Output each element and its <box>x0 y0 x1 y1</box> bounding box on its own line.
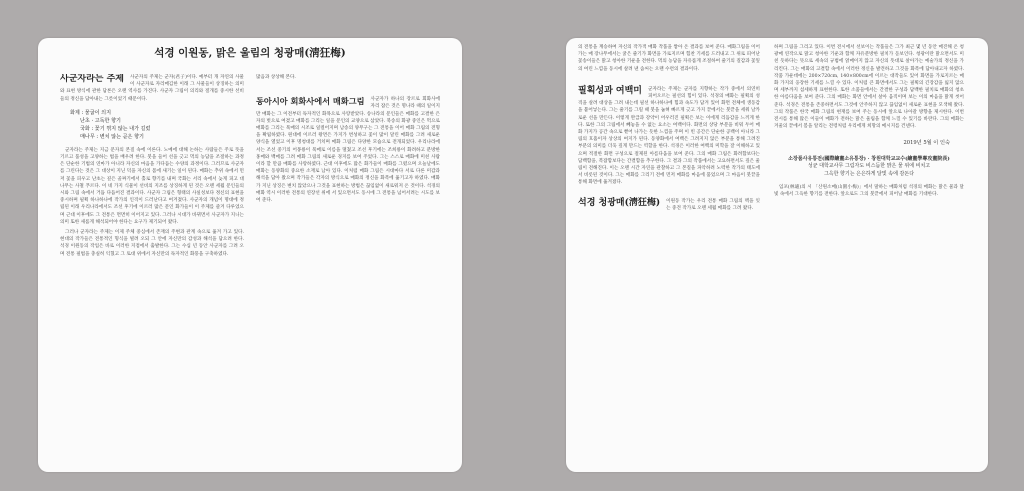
section1-body-2: 그러나 군자라는 주제는 이제 주체 중심에서 존재의 주변과 관계 속으로 옮겨 가고 있다. 현대의 작가들은 전통적인 형식을 빌려 오되 그 안에 자신만의 감성과 해석을 담으려 한다. 석경 이원동의 작업은 바로 이러한 지점에서 출발한다. 그는 수십 년 동안 사군자를 그려 오며 전통 필법을 충실히 익혔고 그 토대 위에서 자신만의 독자적인 화풍을 구축하였다. <box>60 230 244 257</box>
section1-body: 군자라는 주제는 지금 문자의 본질 속에 이른다. 노예에 대해 논하는 사람들은 주로 뜻을 기르고 품성을 고양하는 법을 배우려 한다. 붓을 들어 선을 긋고 먹의 농담을 조절하는 과정은 단순한 기법의 연마가 아니라 자신의 마음을 가다듬는 수양의 과정이다. 그러므로 사군자를 그린다는 것은 그 대상이 지닌 덕을 자신의 몸에 새기는 일이 된다. 매화는 추위 속에서 먼저 꽃을 피우고 난초는 깊은 골짜기에서 홀로 향기를 내며 국화는 서리 속에서 늦게 피고 대나무는 사철 푸르다. 이 네 가지 식물이 선비의 지조를 상징하게 된 것은 오랜 세월 문인들의 시와 그림 속에서 거듭 다듬어진 결과이다. 사군자 그림은 형태의 사실성보다 정신의 표현을 중시하며 필획 하나하나에 작가의 인격이 드러난다고 여겨졌다. 사군자의 개념이 명대에 정립된 이래 우리나라에서도 조선 후기에 이르러 많은 문인 화가들이 이 주제를 즐겨 다루었으며 근대 이후에도 그 전통은 면면히 이어지고 있다. 그러나 시대가 바뀌면서 사군자가 지니는 의미 또한 새롭게 해석되어야 한다는 요구가 제기되어 왔다. <box>60 147 244 225</box>
left-page <box>38 38 462 472</box>
right-column-2 <box>774 44 964 464</box>
section4-body: 이원동 작가는 우리 전통 매화 그림의 맥을 잇는 중견 작가로 오랜 세월 매화를 그려 왔다. <box>666 198 760 211</box>
section-heading-subject: 사군자라는 주제 <box>60 74 124 84</box>
left-column-2 <box>256 74 440 464</box>
poem-label: 화제 : 물굽이 의지 <box>70 109 112 116</box>
poem-line: 국화 : 꽃기 꺾지 않는 내가 길렀 <box>80 125 151 132</box>
section1-intro: 사군자의 주제는 군자(君子)이다. 예부터 개 자연의 사물이 사군자로 자리매김한 이래 그 사물들이 상징하는 의미와 표현 방식에 관한 담론은 오랜 역사를 가진다. 사군자 그림이 의리와 절개를 중시한 선비들의 정신을 담아내는 그릇이었기 때문이다. <box>60 75 244 102</box>
right-page <box>566 38 988 472</box>
author-block <box>774 156 964 179</box>
section1-continuation: 많음과 상상해 본다. <box>256 75 296 80</box>
col2-body: 하며 그림을 그리고 있다. 이번 전시에서 선보이는 작품들은 그가 최근 몇 년 동안 매진해 온 청광매 연작으로 맑고 청아한 기운과 함께 자유분방한 필치가 돋보인다. 청광이란 맑으면서도 미친 듯하다는 뜻으로 세속의 규범에 얽매이지 않고 자신의 뜻대로 살아가는 예술가의 정신을 가리킨다. 그는 매화의 고결함 속에서 이러한 정신을 발견하고 그것을 화폭에 담아내고자 하였다. 작품 가운데에는 200×720cm, 140×800cm에 이르는 대작들도 있어 화면을 가로지르는 매화 가지의 웅장한 기세를 느낄 수 있다. 이처럼 큰 화면에서도 그는 필획의 긴장감을 잃지 않으며 세부까지 섬세하게 표현한다. 또한 소품들에서는 간결한 구성과 담백한 필치로 매화의 청초한 아름다움을 보여 준다. 그의 매화는 화면 안에서 살아 움직이며 보는 이의 마음을 맑게 씻어 준다. 석경은 전통을 존중하면서도 그것에 안주하지 않고 끊임없이 새로운 표현을 모색해 왔다. 그의 작품은 한국 매화 그림의 현재를 보여 주는 동시에 앞으로 나아갈 방향을 제시한다. 이번 전시를 통해 많은 이들이 매화가 전하는 맑은 울림을 함께 느낄 수 있기를 바란다. 그의 매화는 겨울의 끝에서 봄을 알리는 전령처럼 우리에게 희망의 메시지를 건넨다. <box>774 45 964 130</box>
closing-paragraph: 임포(林逋)의 시 「산원소매(山園小梅)」에서 말하는 매화처럼 석경의 매화는 맑은 물과 달빛 속에서 그윽한 향기를 전한다. 앞으로도 그의 붓끝에서 피어날 매화를 기대한다. <box>774 185 964 198</box>
author-line: 성균 대학교사무 그림자도 비스듬한 맑은 물 위에 비치고 <box>807 163 931 170</box>
poem-line: 난초 · 고독한 향기 <box>80 117 121 124</box>
poem-block <box>70 109 244 141</box>
author-line: 소장품사유통전(國際繪畫소유통장) · 창원대학교교수(繪畫學專攻畫院長) <box>788 155 950 162</box>
col1-top-text: 의 전통을 계승하여 자신의 작가적 매화 작품을 쌓아 온 결과를 보여 준다. 매화그림을 이어가는 매 장나무에서는 굵은 줄기가 화면을 가로지르며 힘찬 기세를 드러내고 그 위로 피어난 꽃송이들은 맑고 청아한 기운을 전한다. 먹의 농담을 자유롭게 조절하여 줄기의 질감과 꽃잎의 여린 느낌을 동시에 살려 낸 솜씨는 오랜 수련의 결과이다. <box>578 45 760 72</box>
left-column-1 <box>60 74 244 464</box>
right-column-1 <box>578 44 760 464</box>
section-heading-history: 동아시아 회화사에서 매화그림 <box>256 96 365 107</box>
signature-date: 2019년 5월 이 인숙 <box>903 140 950 147</box>
poem-line: 매나무 : 변치 않는 곧은 향기 <box>80 133 144 140</box>
section3-body: 군자라는 주제는 군자를 지향하는 작가 중에서 의연히 피어오르는 필선의 힘이 있다. 석경의 매화는 필획의 성격을 살려 대상을 그려 내는데 필선 하나하나에 힘과 속도가 담겨 있어 화면 전체에 생동감을 불어넣는다. 그는 줄기를 그릴 때 붓을 눕혀 빠르게 긋고 가지 끝에서는 붓끝을 세워 날카로운 선을 만든다. 이렇게 완급과 강약이 어우러진 필획은 보는 이에게 리듬감을 느끼게 한다. 또한 그의 그림에서 빼놓을 수 없는 요소는 여백이다. 화면의 상당 부분을 비워 두어 매화 가지가 공간 속으로 뻗어 나가는 듯한 느낌을 주며 이 빈 공간은 단순한 공백이 아니라 그림의 호흡이자 상상의 여지가 된다. 동양화에서 여백은 그려지지 않은 부분을 통해 그려진 부분의 의미를 더욱 깊게 만드는 역할을 한다. 석경은 이러한 여백의 미학을 잘 이해하고 있으며 적절한 화면 구성으로 절제된 아름다움을 보여 준다. 그의 매화 그림은 화려함보다는 담백함을, 복잡함보다는 간결함을 추구한다. 그 결과 그의 작품에서는 고요하면서도 깊은 울림이 전해진다. 이는 오랜 시간 자연을 관찰하고 그 본질을 파악하려 노력한 작가의 태도에서 비롯된 것이다. 그는 매화를 그리기 전에 먼저 매화를 마음에 품었으며 그 마음이 붓끝을 통해 화면에 옮겨졌다. <box>578 86 760 186</box>
section-heading-cheonggwangmae: 석경 청광매(淸狂梅) <box>578 197 661 208</box>
section2-body: 사군자가 하나의 장르로 회화사에 자리 잡은 것은 명나라 때의 일이지만 매화는 그 이전부터 독자적인 화목으로 사랑받았다. 송나라의 문인들은 매화를 고결한 은자의 벗으로 여겼고 매화를 그리는 일을 문인의 교양으로 삼았다. 북송의 화광 중인은 먹으로 매화를 그리는 묵매의 시조로 일컬어지며 남송의 양무구는 그 전통을 이어 매화 그림의 전형을 확립하였다. 원대에 이르러 왕면은 가지가 번성하고 꽃이 많이 달린 매화를 그려 새로운 양식을 열었고 이후 명청대를 거치며 매화 그림은 다양한 모습으로 전개되었다. 우리나라에서는 조선 중기의 어몽룡이 묵매로 이름을 떨쳤고 조선 후기에는 조희룡이 화려하고 분방한 홍매와 백매를 그려 매화 그림의 새로운 경지를 보여 주었다. 그는 스스로 매화에 미친 사람이라 할 만큼 매화를 사랑하였다. 근대 이후에도 많은 화가들이 매화를 그렸으며 오늘날에도 매화는 동양화의 중요한 소재로 남아 있다. 이처럼 매화 그림은 시대마다 서로 다른 미감과 해석을 담아 왔으며 작가들은 각자의 방식으로 매화의 정신을 화폭에 옮기고자 하였다. 매화가 지닌 상징은 변치 않았으나 그것을 표현하는 방법은 끊임없이 새로워져 온 것이다. 석경의 매화 역시 이러한 전통의 연장선 위에 서 있으면서도 동시에 그 전통을 넘어서려는 시도를 보여 준다. <box>256 97 440 204</box>
page-title: 석경 이원동, 맑은 울림의 청광매(淸狂梅) <box>154 47 346 59</box>
section-heading-brush: 필획성과 여백미 <box>578 85 642 96</box>
author-line: 그윽한 향기는 은은하게 달빛 속에 감돈다 <box>823 170 915 177</box>
